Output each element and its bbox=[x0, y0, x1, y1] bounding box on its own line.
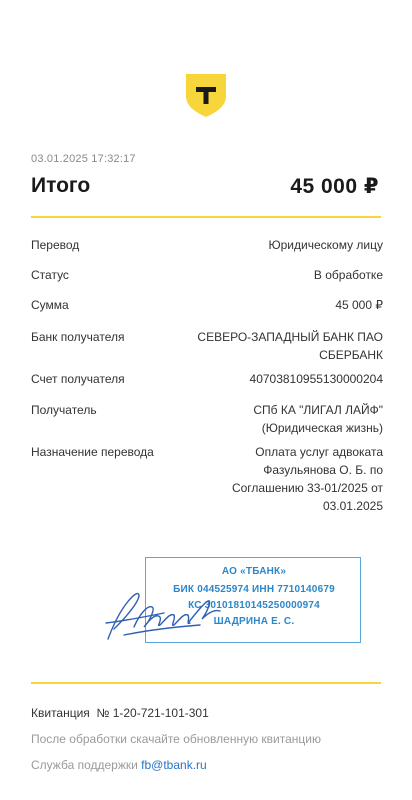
divider-bottom bbox=[31, 682, 381, 684]
stamp-bank-name: АО «ТБАНК» bbox=[221, 566, 287, 577]
detail-value: СПб КА "ЛИГАЛ ЛАЙФ" (Юридическая жизнь) bbox=[253, 403, 383, 435]
detail-value: В обработке bbox=[313, 268, 383, 282]
download-note: После обработки скачайте обновленную квитанцию bbox=[31, 732, 321, 746]
stamp-bik-inn: БИК 044525974 ИНН 7710140679 bbox=[173, 584, 335, 595]
signature-icon bbox=[104, 583, 230, 643]
detail-key: Назначение перевода bbox=[31, 445, 154, 459]
receipt-label: Квитанция bbox=[31, 706, 90, 720]
detail-value: 40703810955130000204 bbox=[249, 372, 383, 386]
detail-value: Юридическому лицу bbox=[268, 238, 383, 252]
tbank-logo-icon bbox=[183, 72, 229, 118]
support-email-link[interactable]: fb@tbank.ru bbox=[141, 758, 207, 772]
stamp-ks: КС 30101810145250000974 bbox=[188, 600, 320, 611]
detail-value: Оплата услуг адвоката Фазульянова О. Б. по Соглашению 33-01/2025 от 03.01.2025 bbox=[231, 445, 383, 513]
receipt-number-line bbox=[31, 706, 209, 720]
support-label: Служба поддержки bbox=[31, 758, 138, 772]
detail-key: Счет получателя bbox=[31, 372, 125, 386]
detail-key: Получатель bbox=[31, 403, 97, 417]
divider-top bbox=[31, 216, 381, 218]
stamp-signatory: ШАДРИНА Е. С. bbox=[213, 616, 295, 627]
detail-value: СЕВЕРО-ЗАПАДНЫЙ БАНК ПАО СБЕРБАНК bbox=[197, 330, 383, 362]
detail-key: Перевод bbox=[31, 238, 80, 252]
total-label: Итого bbox=[31, 174, 91, 197]
total-amount: 45 000 ₽ bbox=[290, 175, 379, 198]
detail-value: 45 000 ₽ bbox=[335, 298, 383, 312]
transaction-datetime: 03.01.2025 17:32:17 bbox=[31, 153, 136, 165]
detail-key: Банк получателя bbox=[31, 330, 125, 344]
receipt-number: № 1-20-721-101-301 bbox=[96, 706, 209, 720]
detail-key: Сумма bbox=[31, 298, 69, 312]
detail-key: Статус bbox=[31, 268, 69, 282]
support-line bbox=[31, 758, 207, 772]
